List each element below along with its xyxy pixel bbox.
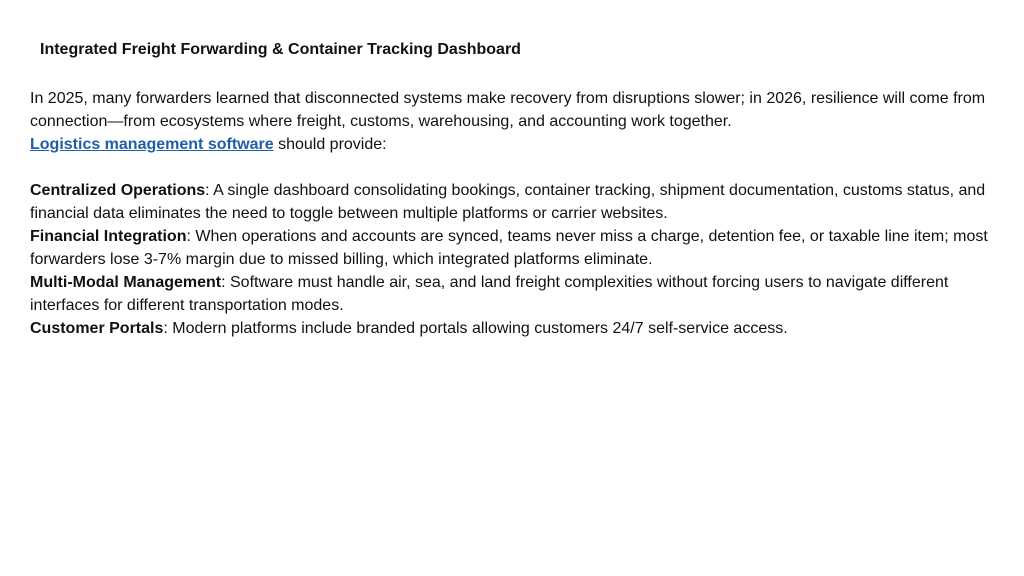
page-title: Integrated Freight Forwarding & Container Tracking Dashboard	[40, 41, 521, 58]
feature-term: Multi-Modal Management	[30, 274, 222, 291]
feature-description: : Software must handle air, sea, and land freight complexities without forcing users to navigate different interfaces for different transportation modes.	[30, 274, 949, 314]
feature-description: : Modern platforms include branded portals allowing customers 24/7 self-service access.	[163, 320, 788, 337]
intro-text: In 2025, many forwarders learned that disconnected systems make recovery from disruptions slower; in 2026, resilience will come from connection—from ecosystems where freight, customs, warehousing, and accounting work together.	[30, 90, 986, 130]
feature-term: Centralized Operations	[30, 182, 206, 199]
feature-description: : When operations and accounts are synced, teams never miss a charge, detention fee, or taxable line item; most forwarders lose 3-7% margin due to missed billing, which integrated platforms eliminate.	[30, 228, 988, 268]
logistics-software-link[interactable]: Logistics management software	[30, 136, 274, 153]
intro-paragraph	[30, 87, 1005, 156]
intro-after-link: should provide:	[273, 136, 387, 153]
slide-body	[30, 87, 1005, 340]
feature-item-centralized	[30, 179, 1005, 225]
feature-description: : A single dashboard consolidating bookings, container tracking, shipment documentation, customs status, and financial data eliminates the need to toggle between multiple platforms or carrier websites.	[30, 182, 986, 222]
feature-item-multimodal	[30, 271, 1005, 317]
feature-item-portals	[30, 317, 1005, 340]
feature-term: Customer Portals	[30, 320, 164, 337]
feature-term: Financial Integration	[30, 228, 187, 245]
feature-item-financial	[30, 225, 1005, 271]
paragraph-spacer	[30, 156, 1005, 179]
